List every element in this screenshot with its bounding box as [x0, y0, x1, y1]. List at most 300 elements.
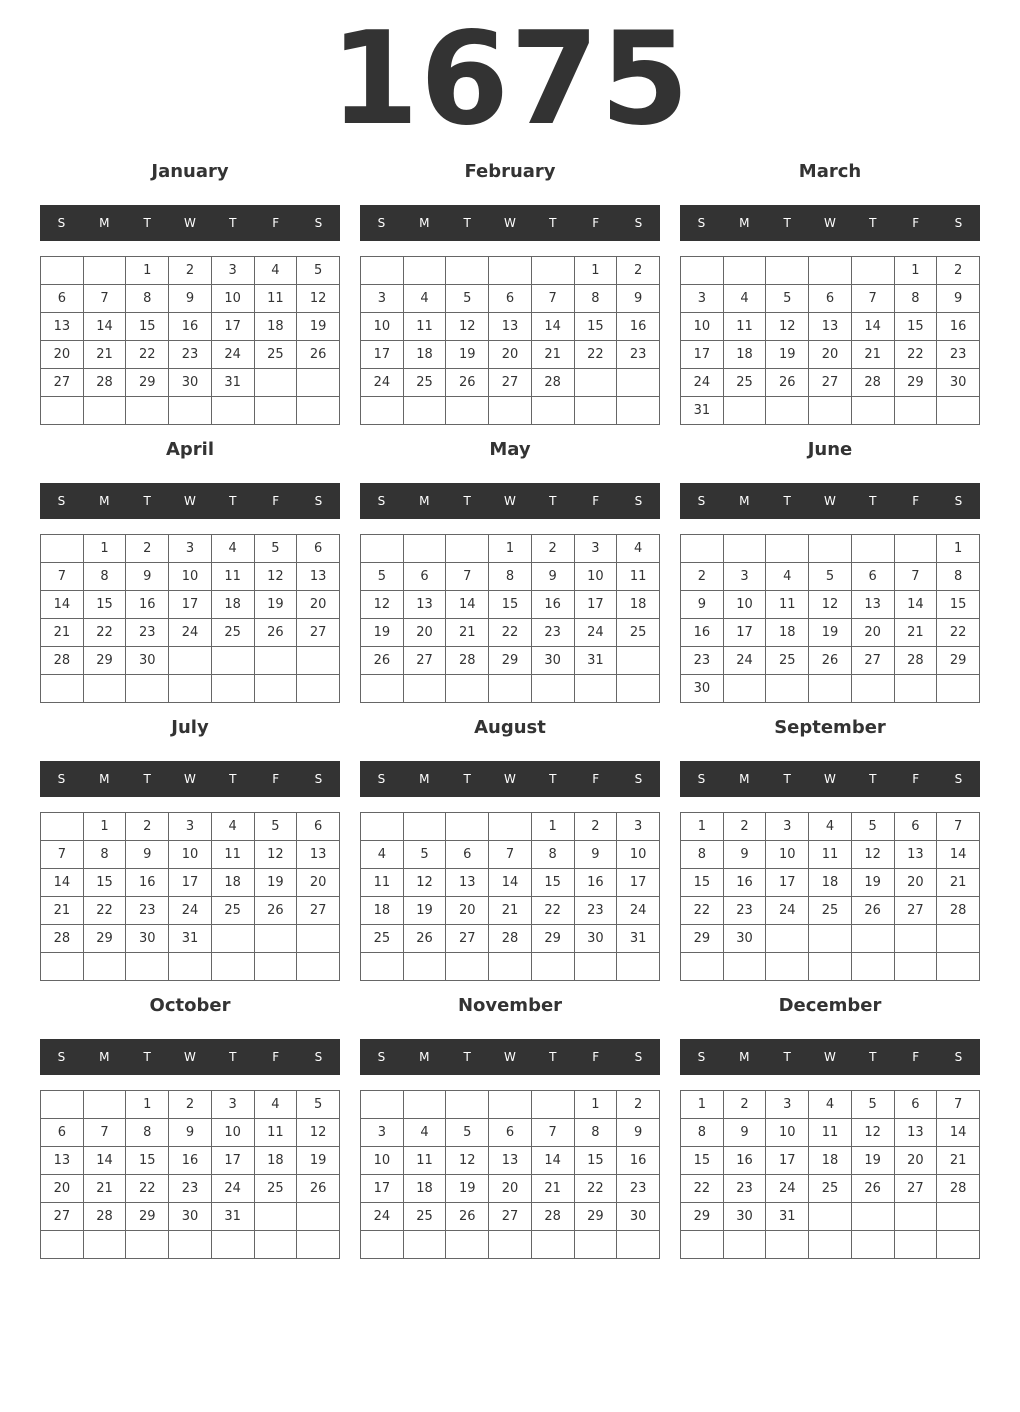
day-cell: 10	[211, 1119, 254, 1147]
day-grid	[360, 534, 660, 703]
day-cell: 31	[574, 647, 617, 675]
weekday-label: T	[143, 1050, 151, 1064]
week-row	[41, 813, 340, 841]
day-cell: 24	[574, 619, 617, 647]
day-cell: 18	[211, 591, 254, 619]
month-name: July	[171, 717, 209, 738]
day-cell: 13	[41, 1147, 84, 1175]
day-cell: 16	[723, 869, 766, 897]
empty-day-cell	[723, 953, 766, 981]
day-cell: 11	[211, 563, 254, 591]
weekday-label: F	[912, 216, 920, 230]
month-march	[680, 158, 980, 428]
day-cell: 16	[126, 591, 169, 619]
week-row	[41, 1203, 340, 1231]
day-cell: 30	[723, 925, 766, 953]
weekday-label: T	[229, 494, 237, 508]
day-cell: 28	[531, 369, 574, 397]
empty-day-cell	[446, 1091, 489, 1119]
empty-day-cell	[211, 1231, 254, 1259]
day-cell: 21	[531, 1175, 574, 1203]
day-grid	[40, 1090, 340, 1259]
day-cell: 3	[766, 813, 809, 841]
day-cell: 25	[403, 1203, 446, 1231]
day-cell: 3	[361, 285, 404, 313]
day-cell: 1	[531, 813, 574, 841]
week-row	[361, 675, 660, 703]
day-cell: 11	[211, 841, 254, 869]
empty-day-cell	[723, 1231, 766, 1259]
day-cell: 21	[489, 897, 532, 925]
empty-day-cell	[254, 925, 297, 953]
week-row	[681, 1091, 980, 1119]
day-cell: 31	[169, 925, 212, 953]
day-cell: 6	[446, 841, 489, 869]
weekday-header	[360, 205, 660, 241]
day-cell: 26	[851, 1175, 894, 1203]
day-cell: 10	[723, 591, 766, 619]
day-cell: 30	[681, 675, 724, 703]
day-cell: 12	[446, 1147, 489, 1175]
day-cell: 11	[617, 563, 660, 591]
day-grid	[360, 1090, 660, 1259]
day-cell: 18	[403, 1175, 446, 1203]
empty-day-cell	[403, 953, 446, 981]
week-row	[681, 285, 980, 313]
empty-day-cell	[361, 675, 404, 703]
weekday-label: F	[912, 494, 920, 508]
empty-day-cell	[211, 397, 254, 425]
weekday-label: F	[592, 216, 600, 230]
day-cell: 23	[531, 619, 574, 647]
week-row	[681, 257, 980, 285]
weekday-label: S	[57, 216, 66, 230]
empty-day-cell	[41, 257, 84, 285]
weekday-label: S	[314, 216, 323, 230]
day-cell: 4	[254, 1091, 297, 1119]
weekday-label: F	[272, 1050, 280, 1064]
day-cell: 13	[809, 313, 852, 341]
weekday-label: S	[954, 772, 963, 786]
empty-day-cell	[851, 1203, 894, 1231]
weekday-label: W	[504, 216, 516, 230]
week-row	[41, 1231, 340, 1259]
empty-day-cell	[894, 535, 937, 563]
day-cell: 7	[83, 285, 126, 313]
day-cell: 29	[681, 1203, 724, 1231]
day-cell: 21	[894, 619, 937, 647]
weekday-label: S	[634, 772, 643, 786]
month-july	[40, 714, 340, 984]
weekday-label: W	[184, 1050, 196, 1064]
weekday-label: T	[463, 494, 471, 508]
day-cell: 11	[766, 591, 809, 619]
empty-day-cell	[403, 675, 446, 703]
week-row	[681, 1147, 980, 1175]
day-cell: 5	[297, 257, 340, 285]
month-name: June	[807, 439, 853, 460]
week-row	[681, 925, 980, 953]
weekday-label: T	[463, 772, 471, 786]
empty-day-cell	[766, 257, 809, 285]
weekday-header	[360, 761, 660, 797]
empty-day-cell	[169, 953, 212, 981]
empty-day-cell	[169, 647, 212, 675]
day-cell: 10	[361, 313, 404, 341]
empty-day-cell	[361, 813, 404, 841]
day-cell: 31	[211, 369, 254, 397]
day-cell: 8	[531, 841, 574, 869]
day-cell: 21	[41, 619, 84, 647]
empty-day-cell	[83, 1091, 126, 1119]
day-cell: 6	[297, 813, 340, 841]
day-cell: 13	[446, 869, 489, 897]
week-row	[681, 563, 980, 591]
weekday-header	[680, 1039, 980, 1075]
day-cell: 20	[809, 341, 852, 369]
week-row	[681, 841, 980, 869]
empty-day-cell	[851, 675, 894, 703]
day-cell: 3	[617, 813, 660, 841]
day-cell: 3	[723, 563, 766, 591]
day-cell: 17	[723, 619, 766, 647]
empty-day-cell	[766, 535, 809, 563]
day-cell: 31	[211, 1203, 254, 1231]
day-cell: 23	[937, 341, 980, 369]
weekday-label: F	[912, 772, 920, 786]
day-cell: 10	[766, 841, 809, 869]
day-cell: 14	[531, 1147, 574, 1175]
weekday-label: M	[419, 1050, 430, 1064]
week-row	[361, 1119, 660, 1147]
empty-day-cell	[851, 397, 894, 425]
day-cell: 19	[446, 341, 489, 369]
day-cell: 1	[681, 813, 724, 841]
empty-day-cell	[531, 1091, 574, 1119]
weekday-label: T	[463, 216, 471, 230]
weekday-label: M	[99, 772, 110, 786]
weekday-label: F	[592, 772, 600, 786]
weekday-header	[40, 483, 340, 519]
day-cell: 20	[894, 1147, 937, 1175]
day-cell: 21	[851, 341, 894, 369]
empty-day-cell	[809, 397, 852, 425]
day-cell: 26	[766, 369, 809, 397]
day-cell: 19	[361, 619, 404, 647]
day-cell: 1	[574, 1091, 617, 1119]
weekday-label: T	[549, 216, 557, 230]
day-cell: 9	[531, 563, 574, 591]
day-cell: 27	[894, 897, 937, 925]
empty-day-cell	[254, 953, 297, 981]
day-cell: 28	[937, 897, 980, 925]
day-cell: 15	[894, 313, 937, 341]
day-cell: 26	[361, 647, 404, 675]
day-cell: 27	[446, 925, 489, 953]
day-cell: 19	[297, 313, 340, 341]
day-cell: 1	[83, 535, 126, 563]
empty-day-cell	[446, 953, 489, 981]
day-cell: 8	[574, 1119, 617, 1147]
day-cell: 9	[169, 285, 212, 313]
empty-day-cell	[894, 675, 937, 703]
day-cell: 2	[126, 535, 169, 563]
day-cell: 19	[851, 1147, 894, 1175]
weekday-label: S	[377, 1050, 386, 1064]
weekday-label: T	[783, 1050, 791, 1064]
empty-day-cell	[83, 1231, 126, 1259]
week-row	[361, 1203, 660, 1231]
week-row	[681, 1175, 980, 1203]
day-cell: 11	[361, 869, 404, 897]
day-cell: 12	[766, 313, 809, 341]
week-row	[361, 897, 660, 925]
day-cell: 21	[41, 897, 84, 925]
week-row	[41, 1147, 340, 1175]
day-cell: 12	[254, 841, 297, 869]
day-cell: 30	[723, 1203, 766, 1231]
month-name: September	[774, 717, 886, 738]
empty-day-cell	[41, 1091, 84, 1119]
weekday-label: T	[783, 216, 791, 230]
day-cell: 14	[489, 869, 532, 897]
day-cell: 25	[254, 1175, 297, 1203]
empty-day-cell	[41, 535, 84, 563]
day-cell: 25	[809, 897, 852, 925]
day-grid	[40, 256, 340, 425]
empty-day-cell	[126, 675, 169, 703]
day-cell: 27	[297, 897, 340, 925]
weekday-label: M	[99, 1050, 110, 1064]
day-cell: 2	[617, 1091, 660, 1119]
weekday-header	[680, 483, 980, 519]
day-cell: 8	[574, 285, 617, 313]
week-row	[681, 397, 980, 425]
day-cell: 28	[41, 647, 84, 675]
day-cell: 4	[617, 535, 660, 563]
day-cell: 16	[937, 313, 980, 341]
day-cell: 14	[531, 313, 574, 341]
empty-day-cell	[254, 369, 297, 397]
day-cell: 7	[937, 1091, 980, 1119]
day-cell: 10	[681, 313, 724, 341]
weekday-label: W	[184, 772, 196, 786]
year-title: 1675	[329, 5, 691, 154]
day-cell: 8	[126, 285, 169, 313]
empty-day-cell	[681, 953, 724, 981]
day-cell: 4	[809, 813, 852, 841]
weekday-label: W	[824, 772, 836, 786]
day-cell: 27	[297, 619, 340, 647]
day-cell: 16	[169, 1147, 212, 1175]
weekday-label: S	[377, 216, 386, 230]
day-cell: 6	[894, 1091, 937, 1119]
week-row	[41, 1091, 340, 1119]
day-cell: 12	[254, 563, 297, 591]
day-cell: 26	[851, 897, 894, 925]
empty-day-cell	[83, 953, 126, 981]
day-cell: 13	[894, 841, 937, 869]
day-cell: 7	[531, 285, 574, 313]
day-cell: 30	[937, 369, 980, 397]
day-cell: 19	[254, 591, 297, 619]
day-cell: 20	[851, 619, 894, 647]
day-cell: 5	[446, 1119, 489, 1147]
day-cell: 12	[361, 591, 404, 619]
weekday-label: W	[184, 216, 196, 230]
empty-day-cell	[766, 1231, 809, 1259]
week-row	[361, 813, 660, 841]
day-grid	[40, 812, 340, 981]
day-cell: 29	[83, 925, 126, 953]
week-row	[41, 285, 340, 313]
weekday-label: M	[419, 494, 430, 508]
week-row	[41, 1119, 340, 1147]
day-cell: 15	[681, 869, 724, 897]
day-cell: 6	[894, 813, 937, 841]
day-grid	[40, 534, 340, 703]
empty-day-cell	[531, 397, 574, 425]
day-cell: 6	[489, 285, 532, 313]
empty-day-cell	[617, 369, 660, 397]
day-grid	[360, 256, 660, 425]
weekday-label: M	[99, 494, 110, 508]
weekday-label: S	[954, 216, 963, 230]
week-row	[41, 341, 340, 369]
day-cell: 1	[937, 535, 980, 563]
day-cell: 21	[83, 1175, 126, 1203]
day-cell: 24	[361, 369, 404, 397]
day-cell: 8	[681, 841, 724, 869]
empty-day-cell	[361, 257, 404, 285]
day-cell: 16	[169, 313, 212, 341]
empty-day-cell	[531, 1231, 574, 1259]
day-cell: 14	[446, 591, 489, 619]
day-cell: 23	[723, 897, 766, 925]
day-cell: 2	[723, 813, 766, 841]
day-cell: 26	[809, 647, 852, 675]
empty-day-cell	[617, 647, 660, 675]
day-cell: 9	[126, 563, 169, 591]
week-row	[41, 841, 340, 869]
week-row	[361, 397, 660, 425]
week-row	[41, 619, 340, 647]
day-cell: 2	[937, 257, 980, 285]
day-cell: 9	[937, 285, 980, 313]
day-cell: 9	[617, 1119, 660, 1147]
empty-day-cell	[446, 675, 489, 703]
day-cell: 20	[403, 619, 446, 647]
day-cell: 15	[489, 591, 532, 619]
weekday-header	[360, 1039, 660, 1075]
week-row	[681, 619, 980, 647]
empty-day-cell	[574, 397, 617, 425]
day-cell: 26	[446, 1203, 489, 1231]
week-row	[41, 925, 340, 953]
day-cell: 12	[297, 1119, 340, 1147]
day-cell: 13	[489, 1147, 532, 1175]
day-cell: 1	[126, 1091, 169, 1119]
empty-day-cell	[531, 675, 574, 703]
empty-day-cell	[403, 257, 446, 285]
day-cell: 27	[41, 369, 84, 397]
day-cell: 23	[126, 897, 169, 925]
weekday-label: M	[419, 216, 430, 230]
empty-day-cell	[489, 257, 532, 285]
day-cell: 28	[851, 369, 894, 397]
day-cell: 4	[211, 535, 254, 563]
day-cell: 5	[403, 841, 446, 869]
empty-day-cell	[361, 1231, 404, 1259]
month-january	[40, 158, 340, 428]
day-cell: 29	[126, 1203, 169, 1231]
empty-day-cell	[766, 675, 809, 703]
empty-day-cell	[851, 257, 894, 285]
empty-day-cell	[489, 397, 532, 425]
weekday-label: W	[504, 772, 516, 786]
empty-day-cell	[617, 675, 660, 703]
empty-day-cell	[617, 397, 660, 425]
empty-day-cell	[297, 675, 340, 703]
day-cell: 16	[681, 619, 724, 647]
month-december	[680, 992, 980, 1262]
day-cell: 16	[531, 591, 574, 619]
day-cell: 3	[211, 257, 254, 285]
empty-day-cell	[126, 953, 169, 981]
day-cell: 3	[681, 285, 724, 313]
day-cell: 28	[83, 1203, 126, 1231]
empty-day-cell	[531, 953, 574, 981]
week-row	[361, 1175, 660, 1203]
day-cell: 15	[126, 1147, 169, 1175]
empty-day-cell	[574, 1231, 617, 1259]
empty-day-cell	[361, 1091, 404, 1119]
empty-day-cell	[531, 257, 574, 285]
day-cell: 22	[681, 1175, 724, 1203]
empty-day-cell	[211, 675, 254, 703]
day-cell: 10	[211, 285, 254, 313]
day-cell: 17	[766, 1147, 809, 1175]
empty-day-cell	[446, 397, 489, 425]
day-cell: 14	[937, 841, 980, 869]
month-october	[40, 992, 340, 1262]
weekday-label: S	[314, 772, 323, 786]
month-june	[680, 436, 980, 706]
weekday-label: T	[463, 1050, 471, 1064]
day-cell: 20	[297, 869, 340, 897]
week-row	[41, 313, 340, 341]
week-row	[41, 397, 340, 425]
empty-day-cell	[809, 953, 852, 981]
day-grid	[680, 256, 980, 425]
week-row	[361, 619, 660, 647]
day-cell: 27	[851, 647, 894, 675]
day-cell: 8	[489, 563, 532, 591]
weekday-label: M	[739, 772, 750, 786]
day-cell: 25	[211, 897, 254, 925]
weekday-label: S	[697, 216, 706, 230]
day-cell: 7	[41, 563, 84, 591]
week-row	[361, 925, 660, 953]
day-cell: 6	[297, 535, 340, 563]
weekday-label: M	[739, 216, 750, 230]
week-row	[41, 647, 340, 675]
empty-day-cell	[937, 675, 980, 703]
empty-day-cell	[894, 953, 937, 981]
empty-day-cell	[809, 257, 852, 285]
week-row	[681, 813, 980, 841]
month-name: October	[149, 995, 231, 1016]
